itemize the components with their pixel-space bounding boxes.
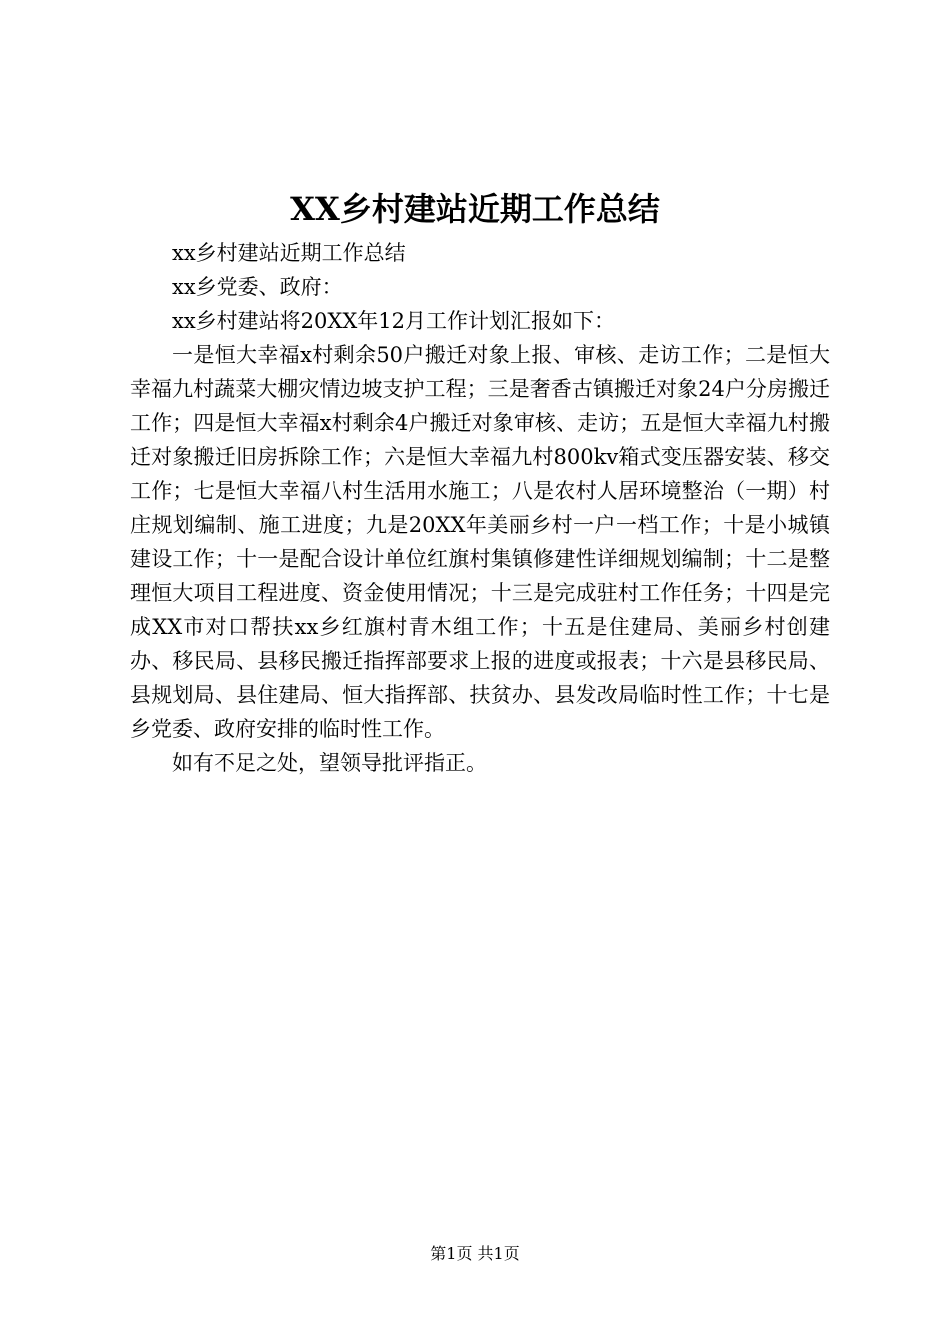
document-title: XX乡村建站近期工作总结 xyxy=(290,190,660,228)
body-paragraph-intro: xx乡村建站将20XX年12月工作计划汇报如下： xyxy=(172,309,616,333)
document-body xyxy=(130,236,830,780)
body-paragraph-salutation: xx乡党委、政府： xyxy=(172,275,343,299)
body-paragraph-work-items: 一是恒大幸福x村剩余50户搬迁对象上报、审核、走访工作；二是恒大幸福九村蔬菜大棚灾情边坡支护工程；三是奢香古镇搬迁对象24户分房搬迁工作；四是恒大幸福x村剩余4户搬迁对象审核、走访；五是恒大幸福九村搬迁对象搬迁旧房拆除工作；六是恒大幸福九村800kv箱式变压器安装、移交工作；七是恒大幸福八村生活用水施工；八是农村人居环境整治（一期）村庄规划编制、施工进度；九是20XX年美丽乡村一户一档工作；十是小城镇建设工作；十一是配合设计单位红旗村集镇修建性详细规划编制；十二是整理恒大项目工程进度、资金使用情况；十三是完成驻村工作任务；十四是完成XX市对口帮扶xx乡红旗村青木组工作；十五是住建局、美丽乡村创建办、移民局、县移民搬迁指挥部要求上报的进度或报表；十六是县移民局、县规划局、县住建局、恒大指挥部、扶贫办、县发改局临时性工作；十七是乡党委、政府安排的临时性工作。 xyxy=(130,343,830,741)
body-paragraph-closing: 如有不足之处，望领导批评指正。 xyxy=(172,751,487,775)
body-paragraph-heading: xx乡村建站近期工作总结 xyxy=(172,241,406,265)
page-footer: 第1页 共1页 xyxy=(430,1244,520,1263)
